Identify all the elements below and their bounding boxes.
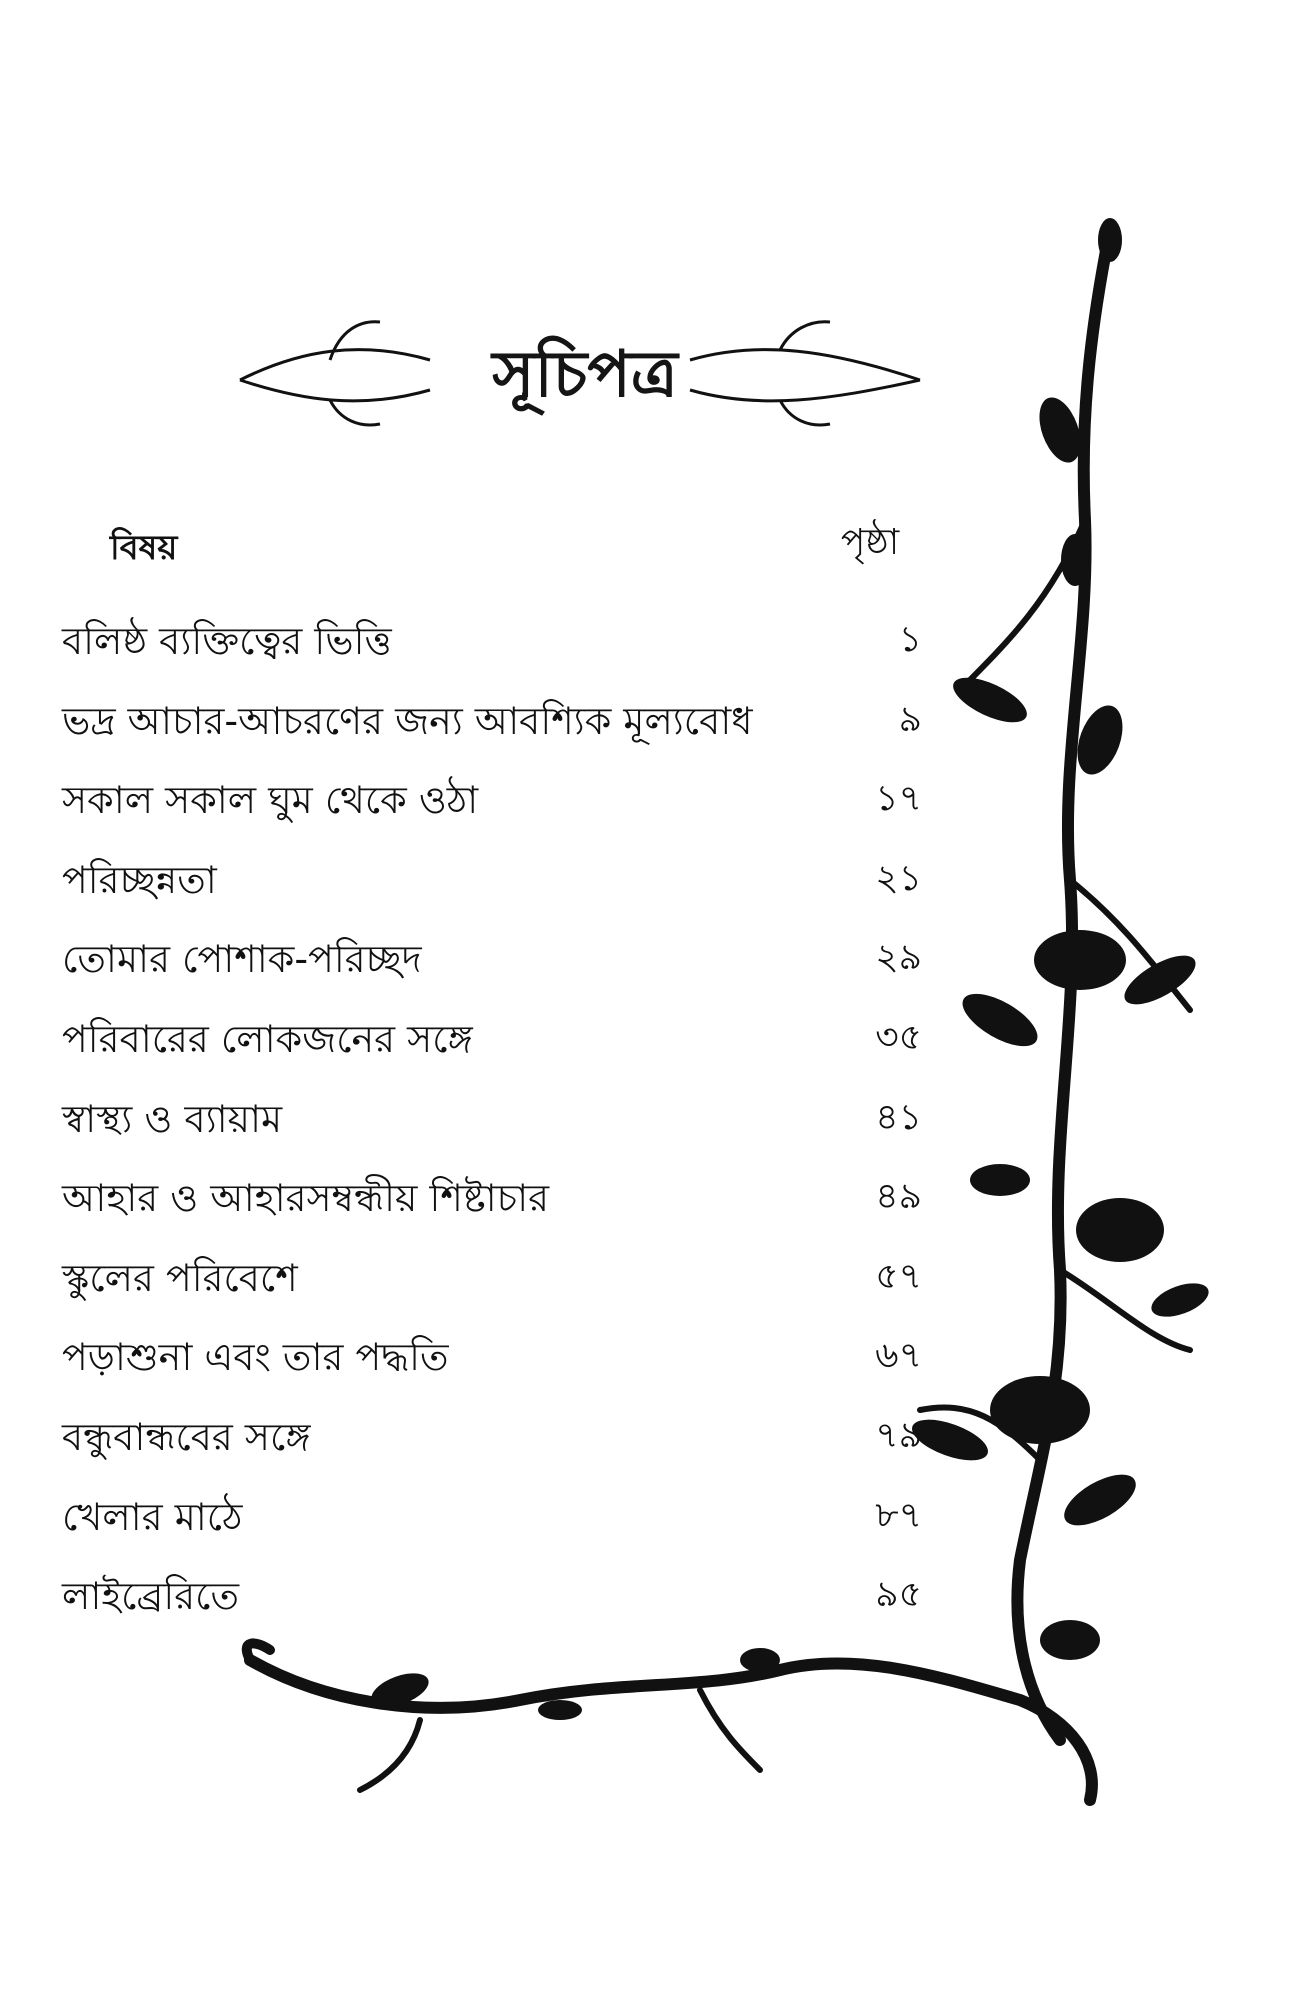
toc-row[interactable]: [62, 1010, 922, 1090]
toc-page-number: ৮৭: [875, 1494, 922, 1536]
toc-row[interactable]: [62, 1408, 922, 1488]
toc-title: খেলার মাঠে: [62, 1494, 243, 1539]
toc-title: আহার ও আহারসম্বন্ধীয় শিষ্টাচার: [62, 1176, 550, 1221]
toc-row[interactable]: [62, 851, 922, 931]
toc-title: স্বাস্থ্য ও ব্যায়াম: [62, 1096, 283, 1141]
toc-title: বলিষ্ঠ ব্যক্তিত্বের ভিত্তি: [62, 619, 392, 663]
toc-title: পরিবারের লোকজনের সঙ্গে: [62, 1016, 473, 1061]
toc-row[interactable]: [62, 612, 922, 692]
toc-page-number: ২৯: [875, 937, 922, 979]
toc-title: তোমার পোশাক-পরিচ্ছদ: [62, 937, 422, 982]
toc-row[interactable]: [62, 1567, 922, 1647]
toc-title: পরিচ্ছন্নতা: [62, 857, 217, 902]
toc-page-number: ৩৫: [875, 1016, 922, 1058]
toc-row[interactable]: [62, 1328, 922, 1408]
toc-row[interactable]: [62, 692, 922, 772]
toc-page-number: ৫৭: [875, 1255, 922, 1297]
column-header-page: পৃষ্ঠা: [840, 522, 900, 563]
toc-title: ভদ্র আচার-আচরণের জন্য আবশ্যিক মূল্যবোধ: [62, 698, 753, 743]
toc-row[interactable]: [62, 1169, 922, 1249]
toc-title: বন্ধুবান্ধবের সঙ্গে: [62, 1414, 311, 1459]
toc-page-number: ২১: [875, 857, 922, 899]
toc-page-number: ৬৭: [875, 1335, 922, 1377]
toc-row[interactable]: [62, 930, 922, 1010]
page-title: সূচিপত্র: [492, 337, 678, 412]
toc-row[interactable]: [62, 771, 922, 851]
toc-row[interactable]: [62, 1090, 922, 1170]
toc-page-number: ৭৯: [875, 1414, 922, 1456]
toc-title: সকাল সকাল ঘুম থেকে ওঠা: [62, 778, 479, 823]
toc-row[interactable]: [62, 1249, 922, 1329]
toc-page-number: ৪৯: [875, 1176, 922, 1218]
column-header-topic: বিষয়: [110, 528, 178, 568]
toc-row[interactable]: [62, 1488, 922, 1568]
toc-page-number: ৪১: [875, 1096, 922, 1138]
toc-page-number: ৯: [898, 698, 922, 740]
toc-title: স্কুলের পরিবেশে: [62, 1255, 298, 1300]
toc-title: লাইব্রেরিতে: [62, 1574, 239, 1619]
toc-title: পড়াশুনা এবং তার পদ্ধতি: [62, 1335, 449, 1380]
toc-page-number: ৯৫: [875, 1574, 922, 1616]
toc-page-number: ১: [898, 619, 922, 660]
title-banner: [230, 296, 940, 446]
toc-page-number: ১৭: [875, 778, 922, 820]
toc-list: [62, 612, 922, 1647]
